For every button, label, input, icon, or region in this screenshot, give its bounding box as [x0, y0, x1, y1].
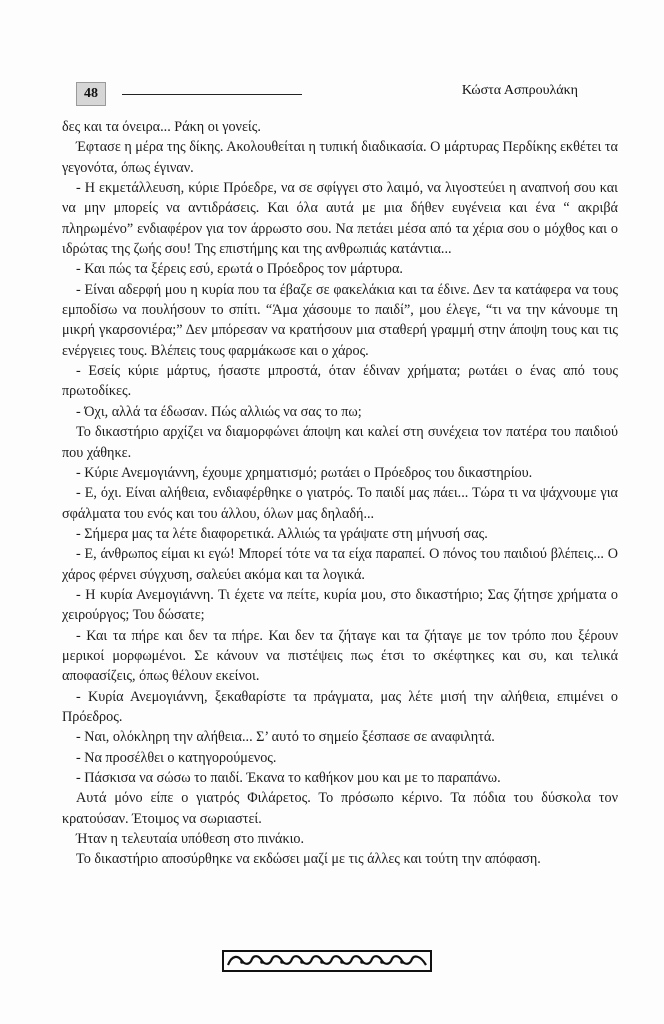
paragraph: Το δικαστήριο αποσύρθηκε να εκδώσει μαζί με τις άλλες και τούτη την απόφαση.: [76, 851, 541, 868]
paragraph: - Κύριε Ανεμογιάννη, έχουμε χρηματισμό; ρωτάει ο Πρόεδρος του δικαστηρίου.: [76, 464, 533, 481]
paragraph: Αυτά μόνο είπε ο γιατρός Φιλάρετος. Το πρόσωπο κέρινο. Τα πόδια του δύσκολα τον κρατούσαν. Έτοιμος να σωριαστεί.: [62, 790, 618, 827]
paragraph: - Εσείς κύριε μάρτυς, ήσαστε μπροστά, όταν έδιναν χρήματα; ρωτάει ο ένας από τους πρωτοδίκες.: [62, 363, 618, 400]
paragraph: - Πάσκισα να σώσω το παιδί. Έκανα το καθήκον μου και με το παραπάνω.: [76, 770, 501, 786]
paragraph: - Ε, όχι. Είναι αλήθεια, ενδιαφέρθηκε ο γιατρός. Το παιδί μας πάει... Τώρα τι να ψάχνουμε για σφάλματα του ενός και του άλλου, όλων μας δηλαδή...: [62, 485, 618, 522]
paragraph: - Σήμερα μας τα λέτε διαφορετικά. Αλλιώς τα γράψατε στη μήνυσή σας.: [76, 525, 488, 542]
page-header: [76, 82, 616, 108]
paragraph: Το δικαστήριο αρχίζει να διαμορφώνει άποψη και καλεί στη συνέχεια τον πατέρα του παιδιού που χάθηκε.: [62, 424, 618, 461]
header-rule: [122, 94, 302, 95]
running-head-author: Κώστα Ασπρουλάκη: [461, 83, 578, 98]
paragraph: δες και τα όνειρα... Ράκη οι γονείς.: [62, 119, 261, 135]
paragraph: - Να προσέλθει ο κατηγορούμενος.: [76, 749, 277, 766]
page-number: 48: [76, 82, 106, 106]
paragraph: - Και τα πήρε και δεν τα πήρε. Και δεν τα ζήταγε και τα ζήταγε με τον τρόπο που ξέρουν μερικοί μορφωμένοι. Σε κάνουν να πιστέψεις πως έτσι το σκέφτηκες και συ, και τελικά αποφασίζεις, όπως θέλουν εκείνοι.: [62, 627, 618, 685]
paragraph: - Είναι αδερφή μου η κυρία που τα έβαζε σε φακελάκια και τα έδινε. Δεν τα κατάφερα να τους εμποδίσω να πουλήσουν το σπίτι. “Άμα χάσουμε το παιδί”, μου έλεγε, “τι να την κάνουμε τη μικρή γκαρσονιέρα;” Δεν μπόρεσαν να κρατήσουν μια σταθερή γραμμή στην άποψη τους και τις ενέργειες τους. Βλέπεις τους φαρμάκωσε και ο χάρος.: [62, 281, 618, 359]
paragraph: Ήταν η τελευταία υπόθεση στο πινάκιο.: [76, 831, 305, 848]
body-text: [62, 117, 618, 870]
paragraph: - Όχι, αλλά τα έδωσαν. Πώς αλλιώς να σας το πω;: [76, 403, 362, 420]
paragraph: - Ναι, ολόκληρη την αλήθεια... Σ’ αυτό το σημείο ξέσπασε σε αναφιλητά.: [76, 729, 495, 746]
paragraph: - Κυρία Ανεμογιάννη, ξεκαθαρίστε τα πράγματα, μας λέτε μισή την αλήθεια, επιμένει ο Πρόεδρος.: [62, 688, 618, 725]
paragraph: Έφτασε η μέρα της δίκης. Ακολουθείται η τυπική διαδικασία. Ο μάρτυρας Περδίκης εκθέτει τα γεγονότα, όπως έγιναν.: [62, 139, 618, 176]
paragraph: - Η εκμετάλλευση, κύριε Πρόεδρε, να σε σφίγγει στο λαιμό, να λιγοστεύει η αναπνοή σου και να μην μπορείς να αντιδράσεις. Και όλα αυτά με μια δήθεν ευγένεια και ένα “ ακριβά πληρωμένο” ενδιαφέρον για τον άρρωστο σου. Να πετάει μέσα από τα χέρια σου ο μόχθος και ο ιδρώτας της ζωής σου! Της επιστήμης και της ανθρωπιάς κατάντια...: [62, 180, 618, 258]
paragraph: - Και πώς τα ξέρεις εσύ, ερωτά ο Πρόεδρος τον μάρτυρα.: [76, 261, 403, 278]
decorative-ornament-icon: [222, 950, 432, 972]
paragraph: - Η κυρία Ανεμογιάννη. Τι έχετε να πείτε, κυρία μου, στο δικαστήριο; Σας ζήτησε χρήματα ο χειρούργος; Του δώσατε;: [62, 586, 618, 624]
paragraph: - Ε, άνθρωπος είμαι κι εγώ! Μπορεί τότε να τα είχα παραπεί. Ο πόνος του παιδιού βλέπεις... Ο χάρος φέρνει σύγχυση, σαλεύει ακόμα και τα λογικά.: [62, 546, 618, 583]
